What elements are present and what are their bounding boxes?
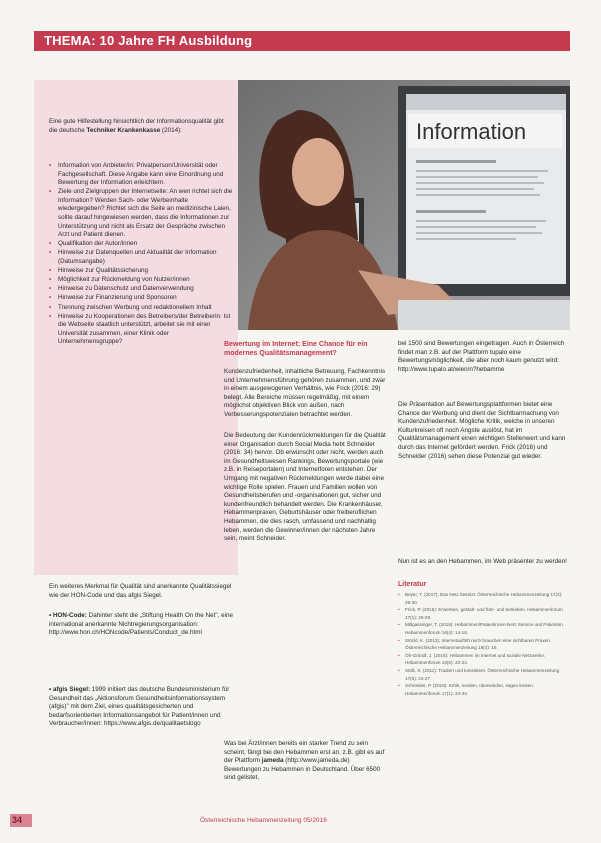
right-paragraph-3: Nun ist es an den Hebammen, im Web präsenter zu werden! [398,558,567,565]
right-paragraph-2: Die Präsentation auf Bewertungsplattformen bietet eine Chance der Werbung und dient der Sichtbarmachung von Kundenzufriedenheit. Mögliche Kritik, welche in unseren Kulturkreisen oft noch Angste auslöst, hat im Qualitätsmanagement einen wichtigen Stellenwert und kann durch das Internet gefördert werden. Frick (2016) und Schneider (2016) sehen diese Potenzial gut wieder. [398,401,566,460]
list-item: • Mitlgassinger, T. (2015): Hebammen/Patientinnen-Netz Service und Patienten. Hebammenforum 16(4): 14-18. [398,621,568,636]
keyboard [398,300,570,330]
list-item: • Qualifikation der Autor/innen [49,240,233,249]
right-paragraph-1: bei 1500 sind Bewertungen eingetragen. Auch in Österreich findet man z.B. auf der Plattform tupalo eine Bewertungsmöglichkeit, die aber noch kaum genutzt wird: http://www.tupalo.at/wien/n?hebamme [398,340,565,373]
page-number: 34 [12,815,23,825]
hon-code-paragraph: • HON-Code: Dahinter steht die „Stiftung Health On the Net", eine international anerkannte Nichtregierungsorganisation: http://www.hon.ch/HONcode/Patients/Conduct_de.html [49,612,233,637]
list-item: • Information von Anbieter/in: Privatperson/Universität oder Fachgesellschaft. Diese Angabe kann eine Einordnung und Bewertung der Information erleichtern. [49,162,233,188]
section-title: THEMA: 10 Jahre FH Ausbildung [44,33,253,48]
list-item: • Trennung zwischen Werbung und redaktionellem Inhalt [49,304,233,313]
article-photo [238,80,570,330]
afgis-paragraph: • afgis Siegel: 1999 initiiert das deutsche Bundesministerium für Gesundheit das „Aktionsforum Gesundheitsinformationssystem (afgis)" mit dem Ziel, eines qualitätsgesicherten und bedarfsorientierten Informationsangebot für Patient/innen und Verbraucher/innen: https://www.afgis.de/qualitaetslogo [49,686,230,728]
info-box-intro: Eine gute Hilfestellung hinsichtlich der Informationsqualität gibt die deutsche Techniker Krankenkasse (2014): [49,118,224,134]
list-item: • Hinweise zur Datenquellen und Aktualität der Information (Datumsangabe) [49,249,233,266]
criteria-list [49,162,233,347]
middle-paragraph-1: Kundenzufriedenheit, inhaltliche Betreuung, Fachkenntnis und Unternehmensführung gehören zusammen, und zwar in einem ausgewogenen Verhältnis, wie Frick (2016: 29) belegt. Alle Bereiche müssen regelmäßig, mit einem möglichst objektiven Blick von außen, nach Verbesserungspotenzialen betrachtet werden. [224,368,386,418]
list-item: • Hinweise zu Kooperationen des Betreibers/der Betreiberin: Ist die Webseite staatlich unterstützt, arbeitet sie mit einer Universität zusammen, einer Klinik oder Unternehmensgruppe? [49,313,233,347]
journal-footer: Österreichische Hebammenzeitung 05/2016 [200,817,327,824]
list-item: • Frick, P. (2016): Erwerben, gestalt- und führ- und betrieben. Hebammenforum 17(1): 26-29. [398,606,568,621]
list-item: • Beyer, T. (2017): Das Netz besetzt. Österreichische Hebammenzeitung 17(4): 29-30. [398,591,568,606]
list-item: • Möglichkeit zur Rückmeldung von Nutzer/innen [49,276,233,285]
middle-paragraph-2: Die Bedeutung der Kundenrückmeldungen für die Qualität einer Organisation durch Social Media hebt Schneider (2016: 34) hervor. Ob erwünscht oder nicht, werden auch im Gesundheitswesen Rankings, Bewertungsportale (wie z.B. in Reiseportalen) und Internetforen entstehen. Der Umgang mit negativen Rückmeldungen werde dabei eine wichtige Rolle spielen. Frauen und Familien wollen von Gesundheitsberufen und -organisationen gut, sicher und kundenfreundlich behandelt werden. Die Krankenhäuser, Hebammenpraxen, Geburtshäuser oder freiberuflichen Hebammen, die dies rasch, umfassend und nachhaltig leben, werden die Gewinner/innen der nächsten Jahre sein, meint Schneider. [224,432,386,543]
literature-heading: Literatur [398,581,427,588]
section-header [34,31,570,51]
list-item: • Stöß, S. (2011): Tradiert und konsistent. Österreichische Hebammenzeitung 17(6): 24-27. [398,667,568,682]
list-item: • Hinweise zu Datenschutz und Datenverwendung [49,285,233,294]
list-item: • Stöckl, K. (2013): Internetauftritt noch brauchen eine sichtbaren Praxen. Österreichische Hebammenzeitung 19(4): 15. [398,637,568,652]
screen-heading: Information [416,119,527,144]
literature-list [398,591,568,697]
list-item: • Schneider, P. (2016): Kritik, meiden, überwinden, sagen lenken. Hebammenforum 17(1): 34-44. [398,682,568,697]
hon-intro: Ein weiteres Merkmal für Qualität sind anerkannte Qualitätssiegel wie der HON-Code und das afgis Siegel. [49,583,232,599]
list-item: • Hinweise zur Finanzierung und Sponsoren [49,294,233,303]
photo-illustration [238,80,570,330]
section-heading: Bewertung im Internet: Eine Chance für ein modernes Qualitätsmanagement? [224,341,368,358]
person-face [292,138,344,206]
middle-paragraph-3: Was bei Ärzt/innen bereits ein starker Trend zu sein scheint, fängt bei den Hebammen erst an. z.B. gibt es auf der Plattform jameda (http://www.jameda.de) Bewertungen zu Hebammen in Deutschland. Über 6500 sind gelistet, [224,740,385,782]
list-item: • Oh-Gründl, J. (2016): Hebammen im Internet und soziale Netzwerke. Hebammenforum 16(6): 22-24. [398,652,568,667]
list-item: • Hinweise zur Qualitätssicherung [49,267,233,276]
list-item: • Ziele und Zielgruppen der Internetseite: An wen richtet sich die Information? Werden Sach- oder Werbeinhalte wiedergegeben? Richtet sich die Seite an medizinische Laien, sollte darauf hingewiesen werden, dass die Informationen zur Unterstützung und nicht als Ersatz der Gespräche zwischen Arzt und Patient dienen. [49,188,233,240]
